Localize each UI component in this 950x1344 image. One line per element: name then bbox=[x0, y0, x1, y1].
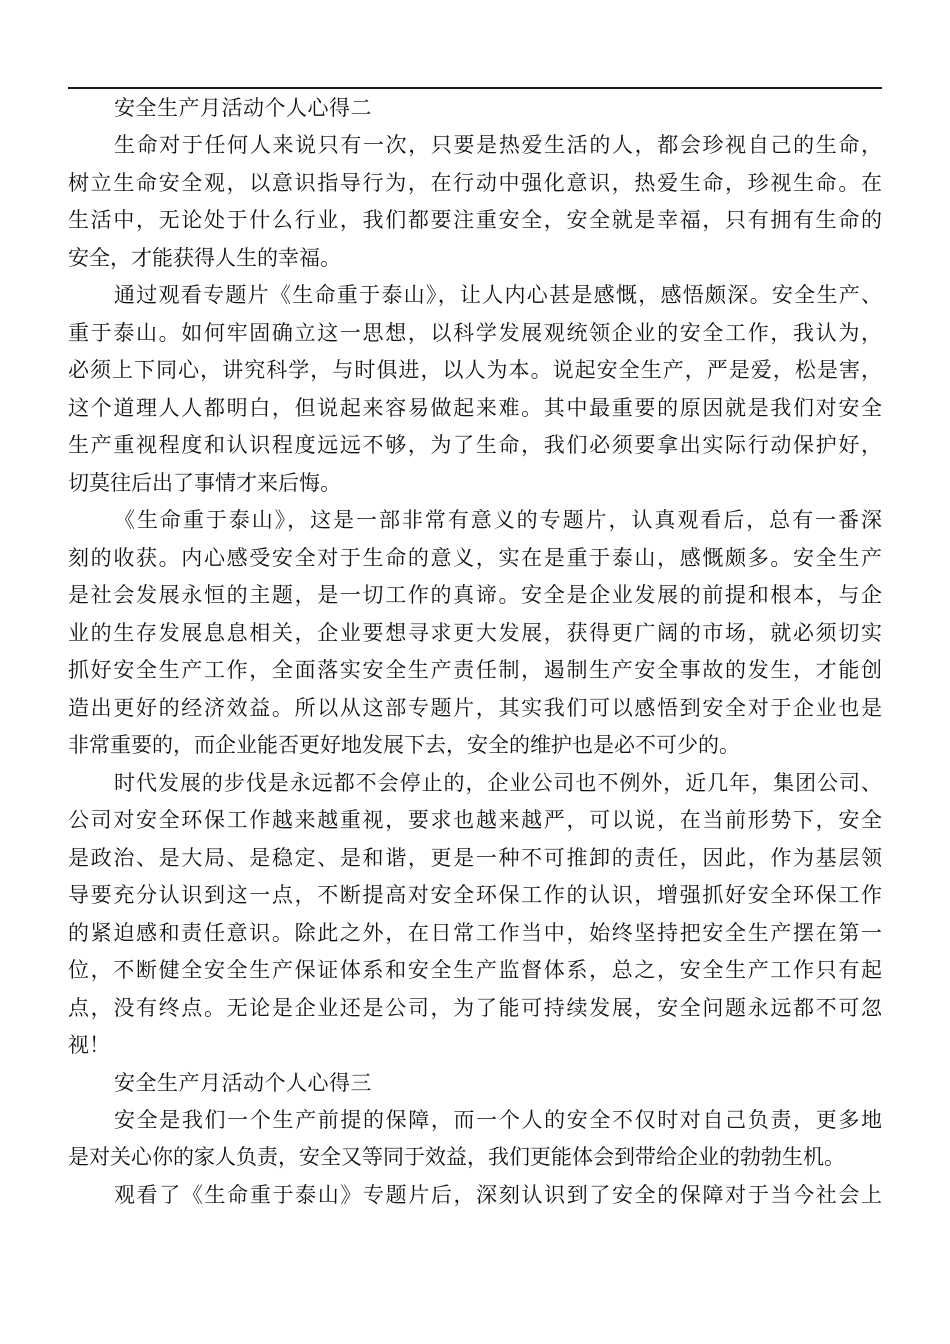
text-line: 的紧迫感和责任意识。除此之外，在日常工作当中，始终坚持把安全生产摆在第一 bbox=[68, 920, 882, 945]
text-line: 视！ bbox=[68, 1033, 110, 1057]
text-line: 生命对于任何人来说只有一次，只要是热爱生活的人，都会珍视自己的生命， bbox=[114, 133, 882, 157]
section-heading: 安全生产月活动个人心得二 bbox=[114, 96, 372, 120]
document-body bbox=[68, 90, 882, 1214]
text-line: 导要充分认识到这一点，不断提高对安全环保工作的认识，增强抓好安全环保工作 bbox=[68, 883, 882, 907]
text-line: 生活中，无论处于什么行业，我们都要注重安全，安全就是幸福，只有拥有生命的 bbox=[68, 208, 882, 232]
text-line: 必须上下同心，讲究科学，与时俱进，以人为本。说起安全生产，严是爱，松是害， bbox=[68, 358, 882, 382]
text-line: 是社会发展永恒的主题，是一切工作的真谛。安全是企业发展的前提和根本，与企 bbox=[68, 583, 882, 607]
header-rule bbox=[68, 87, 882, 89]
paragraph bbox=[68, 1177, 882, 1215]
paragraph bbox=[68, 502, 882, 765]
text-line: 安全是我们一个生产前提的保障，而一个人的安全不仅时对自己负责，更多地 bbox=[114, 1107, 882, 1132]
paragraph bbox=[68, 127, 882, 277]
text-line: 安全，才能获得人生的幸福。 bbox=[68, 245, 341, 270]
text-line: 是政治、是大局、是稳定、是和谐，更是一种不可推卸的责任，因此，作为基层领 bbox=[68, 845, 882, 870]
text-line: 位，不断健全安全生产保证体系和安全生产监督体系，总之，安全生产工作只有起 bbox=[68, 958, 882, 982]
text-line: 观看了《生命重于泰山》专题片后，深刻认识到了安全的保障对于当今社会上 bbox=[114, 1182, 882, 1207]
text-line: 非常重要的，而企业能否更好地发展下去，安全的维护也是必不可少的。 bbox=[68, 733, 740, 757]
paragraph bbox=[68, 1102, 882, 1177]
text-line: 抓好安全生产工作，全面落实安全生产责任制，遏制生产安全事故的发生，才能创 bbox=[68, 658, 882, 682]
text-line: 树立生命安全观，以意识指导行为，在行动中强化意识，热爱生命，珍视生命。在 bbox=[68, 170, 882, 195]
text-line: 《生命重于泰山》，这是一部非常有意义的专题片，认真观看后，总有一番深 bbox=[114, 508, 882, 532]
section-heading: 安全生产月活动个人心得三 bbox=[114, 1070, 372, 1095]
text-line: 通过观看专题片《生命重于泰山》，让人内心甚是感慨，感悟颇深。安全生产、 bbox=[114, 283, 882, 307]
text-line: 生产重视程度和认识程度远远不够，为了生命，我们必须要拿出实际行动保护好， bbox=[68, 433, 882, 457]
text-line: 公司对安全环保工作越来越重视，要求也越来越严，可以说，在当前形势下，安全 bbox=[68, 808, 882, 832]
text-line: 业的生存发展息息相关，企业要想寻求更大发展，获得更广阔的市场，就必须切实 bbox=[68, 620, 882, 645]
paragraph bbox=[68, 277, 882, 502]
text-line: 切莫往后出了事情才来后悔。 bbox=[68, 470, 341, 495]
text-line: 刻的收获。内心感受安全对于生命的意义，实在是重于泰山，感慨颇多。安全生产 bbox=[68, 545, 882, 570]
text-line: 这个道理人人都明白，但说起来容易做起来难。其中最重要的原因就是我们对安全 bbox=[68, 395, 882, 420]
text-line: 时代发展的步伐是永远都不会停止的，企业公司也不例外，近几年，集团公司、 bbox=[114, 770, 882, 795]
text-line: 重于泰山。如何牢固确立这一思想，以科学发展观统领企业的安全工作，我认为， bbox=[68, 320, 882, 345]
text-line: 造出更好的经济效益。所以从这部专题片，其实我们可以感悟到安全对于企业也是 bbox=[68, 695, 882, 720]
text-line: 点，没有终点。无论是企业还是公司，为了能可持续发展，安全问题永远都不可忽 bbox=[68, 995, 882, 1020]
paragraph bbox=[68, 765, 882, 1065]
text-line: 是对关心你的家人负责，安全又等同于效益，我们更能体会到带给企业的勃勃生机。 bbox=[68, 1145, 845, 1169]
